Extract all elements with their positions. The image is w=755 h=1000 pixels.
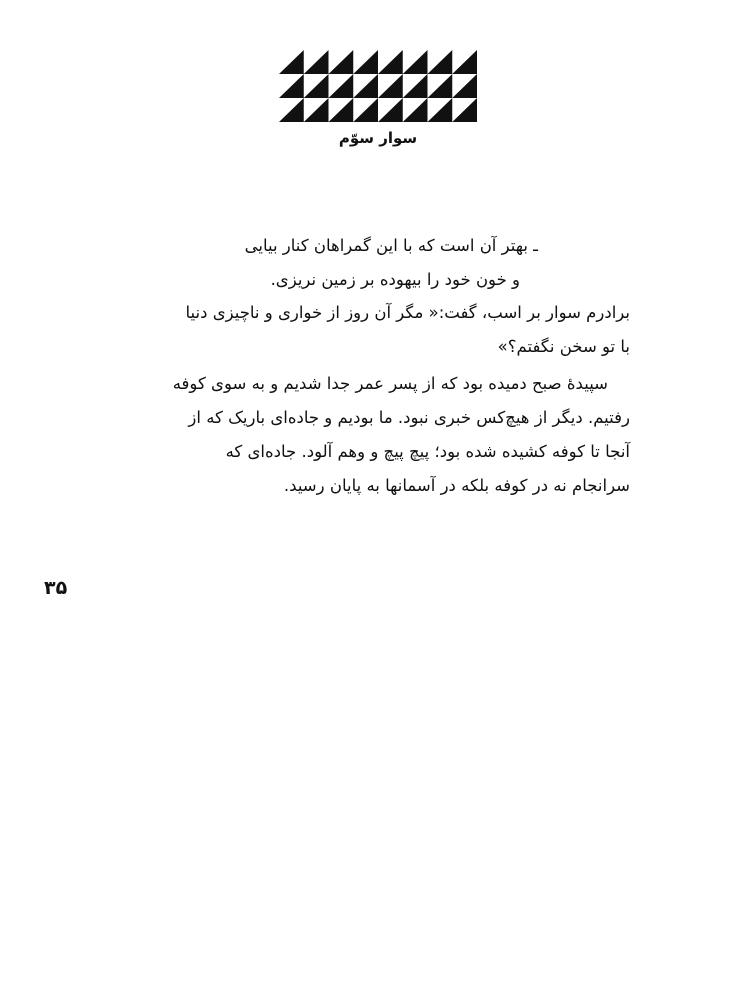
ornament-triangle <box>353 98 378 122</box>
paragraph-1 <box>110 229 630 297</box>
chapter-title: سوار سوّم <box>338 129 418 147</box>
text-line: با تو سخن نگفتم؟» <box>497 337 630 356</box>
ornament-triangle <box>378 74 403 98</box>
ornament-triangle <box>304 50 329 74</box>
ornament-triangle <box>378 98 403 122</box>
triangle-pattern-ornament-icon <box>279 50 477 122</box>
ornament-triangle <box>452 50 477 74</box>
ornament-triangle <box>452 98 477 122</box>
paragraph-2 <box>110 296 630 364</box>
ornament-triangle <box>403 50 428 74</box>
text-line: آنجا تا کوفه کشیده شده بود؛ پیچ پیچ و وهم آلود. جاده‌ای که <box>225 442 630 461</box>
ornament-triangle <box>452 74 477 98</box>
ornament-triangle <box>378 50 403 74</box>
ornament-triangle <box>428 74 453 98</box>
paragraph-3 <box>110 367 630 503</box>
text-line: رفتیم. دیگر از هیچ‌کس خبری نبود. ما بودیم و جاده‌ای باریک که از <box>188 408 630 427</box>
ornament-triangle <box>279 50 304 74</box>
text-line: سپیدهٔ صبح دمیده بود که از پسر عمر جدا شدیم و به سوی کوفه <box>172 374 608 393</box>
ornament-triangle <box>329 98 354 122</box>
page-number: ۳۵ <box>44 577 68 599</box>
ornament-triangle <box>329 74 354 98</box>
ornament-triangle <box>279 98 304 122</box>
text-line: و خون خود را بیهوده بر زمین نریزی. <box>270 270 520 289</box>
ornament-triangle <box>428 50 453 74</box>
text-line: برادرم سوار بر اسب، گفت:« مگر آن روز از خواری و ناچیزی دنیا <box>185 303 630 322</box>
ornament-triangle <box>353 74 378 98</box>
ornament-triangle <box>304 98 329 122</box>
ornament-triangle <box>403 74 428 98</box>
ornament-triangle <box>279 74 304 98</box>
ornament-triangle <box>428 98 453 122</box>
text-line: سرانجام نه در کوفه بلکه در آسمانها به پایان رسید. <box>283 476 630 495</box>
ornament-triangle <box>329 50 354 74</box>
ornament-triangle <box>304 74 329 98</box>
ornament-triangle <box>353 50 378 74</box>
text-line: ـ بهتر آن است که با این گمراهان کنار بیایی <box>244 236 538 255</box>
ornament-triangle <box>403 98 428 122</box>
